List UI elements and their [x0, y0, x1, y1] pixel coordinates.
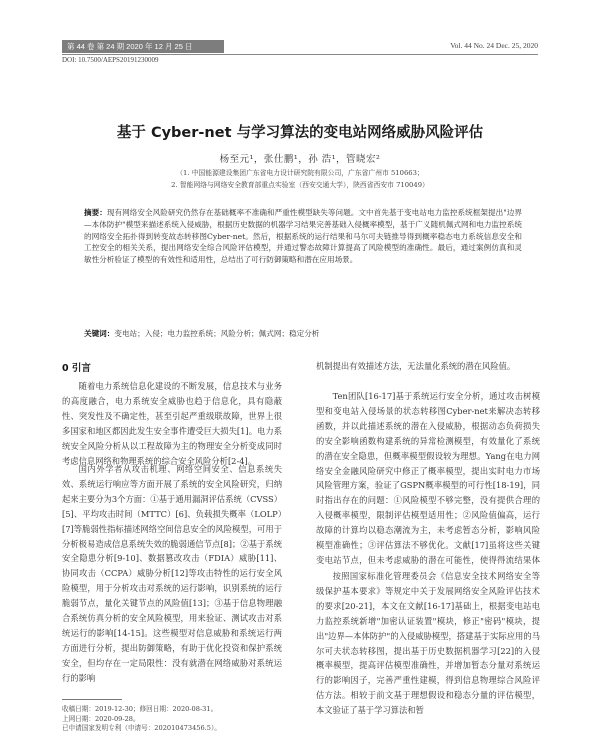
- keywords-text: 变电站；入侵；电力监控系统；风险分析；佩式网；稳定分析: [114, 329, 320, 338]
- authors: 杨至元¹，张仕鹏¹，孙 浩¹，管晓宏²: [219, 154, 381, 165]
- keywords: [84, 328, 522, 339]
- right-paragraph-2: Ten团队[16-17]基于系统运行安全分析，通过攻击树模型和变电站入侵场景的状态转移图Cyber-net来解决态转移函数，并以此描述系统的潜在入侵威胁，根据动态负荷损失的安全影响函数构建系统的异常检测模型，有效量化了系统的潜在安全隐患，但概率模型假设较为理想。Yang在电力网络安全金融风险研究中修正了概率模型，提出实时电力市场风险管理方案，验证了GSPN概率模型的可行性[18-19]，同时指出存在的问题：①风险模型不够完整，没有提供合理的入侵概率模型，限制评估模型适用性；②风险值偏高，运行故障的计算均以稳态潮流为主，未考虑暂态分析，影响风险模型准确性；③评估算法不够优化。文献[17]虽将这些关键变电站节点，但未考虑威胁的潜在可能性，使得得流结果体: [316, 391, 540, 565]
- footnote-rule: [62, 699, 122, 700]
- abstract: [84, 207, 522, 266]
- affiliation-1: （1. 中国能源建设集团广东省电力设计研究院有限公司，广东省广州市 510663；: [176, 169, 424, 177]
- keywords-label: 关键词：: [84, 329, 115, 338]
- right-paragraph-1: 机制提出有效描述方法，无法量化系统的潜在风险值。: [316, 361, 516, 371]
- right-paragraph-3: 按照国家标准化管理委员会《信息安全技术网络安全等级保护基本要求》等规定中关于发展网络安全风险评估技术的要求[20-21]，本文在文献[16-17]基础上，根据变电站电力监控系统新增"加密认证装置"模块，修正"密码"模块，提出"边界—本体防护"的入侵威胁模型，搭建基于实际应用的马尔可夫状态转移图，提出基于历史数据机器学习[22]的入侵概率模型，提高评估模型准确性，并增加暂态分量对系统运行的影响因子，完善严重性建模，得到信息物理综合风险评估方法。相较于前文基于理想假设和稳态分量的评估模型，本文验证了基于学习算法和暂: [316, 571, 540, 716]
- issue-badge: 第 44 卷 第 24 期 2020 年 12 月 25 日: [62, 40, 224, 53]
- abstract-text: 现有网络安全风险研究仍然存在基础概率不准确和严重性模型缺失等问题。文中首先基于变电站电力监控系统框架提出"边界—本体防护"模型来描述系统入侵威胁，根据历史数据的机器学习结果完善基础入侵概率模型，基于广义随机佩式网和电力监控系统的网络安全拓扑得到转变故态转移图Cyber-net。然后，根据系统的运行结果和马尔可夫链推导得到概率稳态电力系统信息安全和工控安全的相关关系，提出网络安全综合风险评估模型，并通过警态故障计算提高了风险模型的准确性。最后，通过案例仿真和灵敏性分析验证了模型的有效性和适用性，总结出了可行防御策略和潜在应用场景。: [84, 208, 522, 265]
- left-paragraph-1: 随着电力系统信息化建设的不断发展，信息技术与业务的高度融合，电力系统安全威胁也趋于信息化，具有隐蔽性、突发性及不确定性，甚至引起严重级联故障，世界上很多国家和地区都因此发生安全事件遭受巨大损失[1]。电力系统安全风险分析从以工程故障为主的物理安全分析变成同时考虑信息网络和物理系统的综合安全风险分析[2-4]。: [62, 381, 282, 466]
- section-heading: 0 引言: [62, 363, 91, 374]
- footnote-online: 上网日期：2020-09-28。: [62, 715, 140, 723]
- footnote-received: 收稿日期：2019-12-30；修回日期：2020-08-31。: [62, 705, 218, 713]
- doi: DOI: 10.7500/AEPS20191230009: [62, 56, 159, 64]
- header-rule: [62, 54, 538, 55]
- affiliation-2: 2. 智能网络与网络安全教育部重点实验室（西安交通大学），陕西省西安市 710049）: [171, 181, 429, 189]
- footnote-patent: 已申请国家发明专利（申请号：202010473456.5）。: [62, 724, 221, 732]
- left-paragraph-2: 国内外学者从攻击机理、网络空间安全、信息系统失效、系统运行响应等方面开展了系统的安全风险研究，归纳起来主要分为3个方面：①基于通用漏洞评估系统（CVSS）[5]、平均攻击时间（MTTC）[6]、负载损失概率（LOLP）[7]等脆弱性指标描述网络空间信息安全的风险模型，可用于分析极易造成信息系统失效的脆弱通信节点[8]；②基于系统安全隐患分析[9-10]、数据篡改攻击（FDIA）威胁[11]、协同攻击（CCPA）威胁分析[12]等攻击特性的运行安全风险模型，用于分析攻击对系统的运行影响，识别系统的运行脆弱节点，量化关键节点的风险值[13]；③基于信息物理融合系统仿真分析的安全风险模型，用来验证、测试攻击对系统运行的影响[14-15]。这些模型对信息威胁和系统运行两方面进行分析，提出防御策略，有助于优化投资和保护系统安全，但均存在一定局限性：没有就潜在网络威胁对系统运行的影响: [62, 464, 282, 683]
- paper-title: 基于 Cyber-net 与学习算法的变电站网络威胁风险评估: [116, 125, 484, 141]
- volume-info: Vol. 44 No. 24 Dec. 25, 2020: [450, 41, 538, 50]
- abstract-label: 摘要：: [84, 208, 107, 217]
